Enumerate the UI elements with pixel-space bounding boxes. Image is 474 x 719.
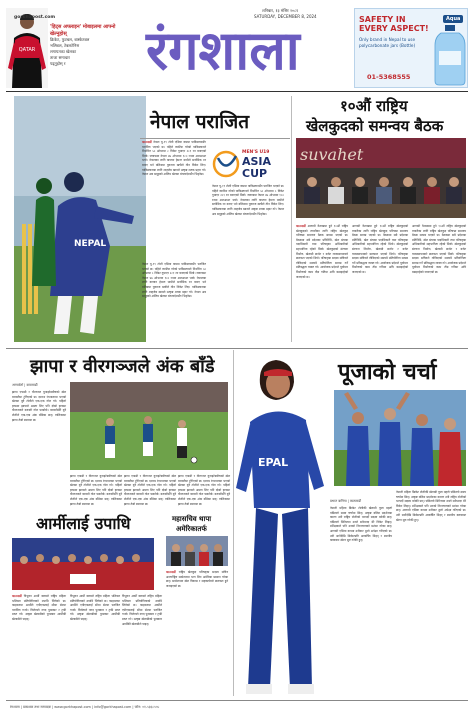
meeting-headline-2: खेलकुदको समन्वय बैठक — [306, 117, 444, 135]
footer-rule — [6, 700, 468, 701]
army-body-col1 — [12, 594, 66, 690]
promo-headline: 'हिट्स अफ्लाइन' मोबाइलमा आफ्नो खेल्नुहोस् — [50, 24, 116, 37]
promo-line: भलिबल, टेबलटेनिस — [50, 43, 80, 48]
meeting-body-col2 — [352, 224, 408, 342]
water-jar-icon — [433, 25, 467, 85]
puja-body-text: नेपाली महिला क्रिकेट टोलीकी खेलाडी पूजा महतो पछिल्लो समय चर्चामा छिन्। उत्कृष्ट बलिङ प्रदर्शनका कारण उनी राष्ट्रिय टोलीको भरपर्दो सदस्य बनेकी छन्। पछिल्लो सिरिजमा उनले सबैभन्दा धेरै विकेट लिइन्। प्रशिक्षकले पनि उनको निरन्तरताको प्रशंसा गरेका छन्। आगामी एसिया कपमा उनीबाट ठूलो अपेक्षा गरिएको छ। उनी सानैदेखि क्रिकेटप्रति आकर्षित थिइन् र स्थानीय क्लबबाट खेल्न सुरु गरेकी हुन्। — [330, 506, 392, 543]
mahasachiv-headline-1: महासचिव थापा — [172, 514, 212, 523]
army-byline: काठमाडौं — [12, 594, 22, 598]
logo-main-text: ASIA CUP — [242, 155, 272, 180]
masthead-dateline-np: शनिबार, १३ मंसिर २०८१ — [262, 8, 299, 13]
army-body-text: त्रिभुवन आर्मी क्लबले राष्ट्रिय महिला भलिबल प्रतियोगिताको उपाधि जितेको छ। फाइनलमा आर्मीले एपीएफलाई सीधा सेटमा पराजित गर्‍यो। विजेताले नगद पुरस्कार र ट्रफी प्राप्त गरे। उत्कृष्ट खेलाडीको पुरस्कार आर्मीकी खेलाडीले पाइन्। — [70, 594, 120, 621]
jhapa-body-col2 — [70, 474, 122, 510]
puja-bowler-photo — [236, 358, 328, 698]
meeting-byline: काठमाडौं — [296, 224, 306, 228]
promo-line: ताजा समाचार — [50, 55, 70, 60]
nepal-body-text: नेपाल यू-१९ टोली एसिया कपमा पाकिस्तानसँग पराजित भएको छ। पहिले ब्याटिङ गरेको पाकिस्तानले निर्धारित ५० ओभरमा ८ विकेट गुमाएर २८१ रन बनाएको थियो। जवाफमा नेपाल ४७ ओभरमा १८० रनमा अलआउट भयो। नेपालका लागि कप्तान हेमन्त धामीले सर्वाधिक रन बनाए भने बलिङमा युवराज खत्रीले तीन विकेट लिए। पाकिस्तानका लागि शाहजेब खानले उत्कृष्ट शतक प्रहार गरे। नेपाल अब समूहको अन्तिम खेलमा बंगलादेशसँग भिड्नेछ। — [142, 262, 206, 299]
puja-body-col2 — [396, 490, 466, 696]
army-body-text: त्रिभुवन आर्मी क्लबले राष्ट्रिय महिला भलिबल प्रतियोगिताको उपाधि जितेको छ। फाइनलमा आर्मीले एपीएफलाई सीधा सेटमा पराजित गर्‍यो। विजेताले नगद पुरस्कार र ट्रफी प्राप्त गरे। उत्कृष्ट खेलाडीको पुरस्कार आर्मीकी खेलाडीले पाइन्। — [122, 594, 162, 626]
meeting-headline-1: १०औं राष्ट्रिय — [340, 97, 408, 115]
promo-line: क्रिकेट, फुटबल, बास्केटबल — [50, 37, 90, 42]
mahasachiv-headline-2: अमेरिकातर्फ — [176, 524, 207, 533]
section-rule — [6, 348, 468, 349]
football-photo — [70, 382, 228, 470]
jhapa-body-text: झापा एफसी र वीरगञ्ज युनाइटेडबीचको खेल बराबरीमा टुंगिएको छ। दशरथ रंगशालामा भएको खेलमा दुवै टोलीले एक-एक गोल गरे। पहिलो हाफमा झापाले अग्रता लिए पनि दोस्रो हाफमा वीरगञ्जले बराबरी गोल फर्कायो। बराबरीसँगै दुवै टोलीले एक-एक अंक बाँडेका छन्। तालिकामा झापा तेस्रो स्थानमा छ। — [124, 474, 176, 506]
nepal-byline: काठमाडौं — [142, 140, 152, 144]
ad-box — [354, 8, 468, 88]
ad-brand: Aqua — [443, 15, 463, 23]
jhapa-body-col1 — [12, 390, 66, 498]
promo-url[interactable]: gorkhapost.com — [14, 15, 56, 20]
column-divider — [233, 350, 234, 696]
jhapa-headline: झापा र वीरगञ्जले अंक बाँडे — [30, 356, 215, 377]
jhapa-body-text: झापा एफसी र वीरगञ्ज युनाइटेडबीचको खेल बराबरीमा टुंगिएको छ। दशरथ रंगशालामा भएको खेलमा दुवै टोलीले एक-एक गोल गरे। पहिलो हाफमा झापाले अग्रता लिए पनि दोस्रो हाफमा वीरगञ्जले बराबरी गोल फर्कायो। बराबरीसँगै दुवै टोलीले एक-एक अंक बाँडेका छन्। तालिकामा झापा तेस्रो स्थानमा छ। — [70, 474, 122, 506]
jhapa-body-col3 — [124, 474, 176, 510]
nepal-headline-rule — [140, 138, 290, 139]
masthead-title: रंगशाला — [146, 18, 300, 82]
ad-headline: SAFETY IN EVERY ASPECT! — [359, 15, 429, 33]
svg-text:EPAL: EPAL — [258, 456, 289, 469]
army-headline: आर्मीलाई उपाधि — [36, 514, 131, 533]
ad-sub: Only brand in Nepal to use polycarbonate jars (Bottle) — [359, 37, 416, 48]
logo-top-text: MEN'S U19 — [242, 150, 270, 155]
meeting-body-text: आगामी वैशाखमा हुने १०औं राष्ट्रिय खेलकुदको तयारीका लागि राष्ट्रिय खेलकुद परिषद्मा समन्वय बैठक सम्पन्न भएको छ। बैठकमा सबै प्रदेशका प्रतिनिधि, खेल संघका पदाधिकारी तथा परिषद्का अधिकारीको सहभागिता रहेको थियो। खेलकुदको संरचना निर्माण, खेलाडी छनोट र बजेट व्यवस्थापनबारे छलफल भएको थियो। परिषद्का सदस्य सचिवले तोकिएको समयमै प्रतियोगिता सम्पन्न गर्ने प्रतिबद्धता व्यक्त गरे। आयोजक प्रदेशले पूर्वाधार निर्माणको काम तीव्र गतिमा अघि बढाइरहेको जनाएको छ। — [412, 224, 466, 274]
army-body-text: त्रिभुवन आर्मी क्लबले राष्ट्रिय महिला भलिबल प्रतियोगिताको उपाधि जितेको छ। फाइनलमा आर्मीले एपीएफलाई सीधा सेटमा पराजित गर्‍यो। विजेताले नगद पुरस्कार र ट्रफी प्राप्त गरे। उत्कृष्ट खेलाडीको पुरस्कार आर्मीकी खेलाडीले पाइन्। — [12, 594, 66, 621]
promo-line: लगायतका खेलका — [50, 49, 77, 54]
puja-byline: प्रभात बानिया | काठमाडौं — [330, 499, 361, 503]
promo-player-photo — [6, 8, 48, 88]
masthead-rule — [6, 91, 468, 92]
jhapa-body-text: झापा एफसी र वीरगञ्ज युनाइटेडबीचको खेल बराबरीमा टुंगिएको छ। दशरथ रंगशालामा भएको खेलमा दुवै टोलीले एक-एक गोल गरे। पहिलो हाफमा झापाले अग्रता लिए पनि दोस्रो हाफमा वीरगञ्जले बराबरी गोल फर्कायो। बराबरीसँगै दुवै टोलीले एक-एक अंक बाँडेका छन्। तालिकामा झापा तेस्रो स्थानमा छ। — [178, 474, 230, 506]
nepal-body-text: नेपाल यू-१९ टोली एसिया कपमा पाकिस्तानसँग पराजित भएको छ। पहिले ब्याटिङ गरेको पाकिस्तानले निर्धारित ५० ओभरमा ८ विकेट गुमाएर २८१ रन बनाएको थियो। जवाफमा नेपाल ४७ ओभरमा १८० रनमा अलआउट भयो। नेपालका लागि कप्तान हेमन्त धामीले सर्वाधिक रन बनाए भने बलिङमा युवराज खत्रीले तीन विकेट लिए। पाकिस्तानका लागि शाहजेब खानले उत्कृष्ट शतक प्रहार गरे। नेपाल अब समूहको अन्तिम खेलमा बंगलादेशसँग भिड्नेछ। — [142, 140, 206, 177]
promo-line: पढ्नुहोस् र — [50, 61, 66, 66]
puja-body-col1 — [330, 506, 392, 696]
puja-headline: पूजाको चर्चा — [338, 359, 437, 385]
puja-body-text: नेपाली महिला क्रिकेट टोलीकी खेलाडी पूजा महतो पछिल्लो समय चर्चामा छिन्। उत्कृष्ट बलिङ प्रदर्शनका कारण उनी राष्ट्रिय टोलीको भरपर्दो सदस्य बनेकी छन्। पछिल्लो सिरिजमा उनले सबैभन्दा धेरै विकेट लिइन्। प्रशिक्षकले पनि उनको निरन्तरताको प्रशंसा गरेका छन्। आगामी एसिया कपमा उनीबाट ठूलो अपेक्षा गरिएको छ। उनी सानैदेखि क्रिकेटप्रति आकर्षित थिइन् र स्थानीय क्लबबाट खेल्न सुरु गरेकी हुन्। — [396, 490, 466, 522]
nepal-headline: नेपाल पराजित — [150, 111, 250, 133]
nepal-body-col3 — [212, 184, 284, 294]
nepal-body-text: नेपाल यू-१९ टोली एसिया कपमा पाकिस्तानसँग पराजित भएको छ। पहिले ब्याटिङ गरेको पाकिस्तानले निर्धारित ५० ओभरमा ८ विकेट गुमाएर २८१ रन बनाएको थियो। जवाफमा नेपाल ४७ ओभरमा १८० रनमा अलआउट भयो। नेपालका लागि कप्तान हेमन्त धामीले सर्वाधिक रन बनाए भने बलिङमा युवराज खत्रीले तीन विकेट लिए। पाकिस्तानका लागि शाहजेब खानले उत्कृष्ट शतक प्रहार गरे। नेपाल अब समूहको अन्तिम खेलमा बंगलादेशसँग भिड्नेछ। — [212, 184, 284, 216]
cricket-photo — [14, 96, 146, 342]
meeting-body-col1 — [296, 224, 348, 342]
mahasachiv-body-text: राष्ट्रिय खेलकुद परिषद्का सदस्य सचिव अन्तर्राष्ट्रिय सम्मेलनमा भाग लिन अमेरिका प्रस्थान गरेका छन्। सम्मेलनमा खेल विकास र सहकार्यबारे छलफल हुने जनाइएको छ। — [166, 570, 228, 588]
puja-celebration-photo — [334, 390, 466, 486]
mahasachiv-byline: काठमाडौं — [166, 570, 176, 574]
meeting-banner: suvahet — [300, 145, 364, 164]
u19-asiacup-logo — [212, 146, 282, 180]
army-body-col3 — [122, 594, 162, 690]
svg-text:QATAR: QATAR — [18, 47, 36, 53]
jhapa-body-col4 — [178, 474, 230, 510]
ad-phone: 01-5368555 — [367, 73, 411, 81]
svg-text:NEPAL: NEPAL — [74, 239, 107, 249]
meeting-body-col3 — [412, 224, 466, 342]
masthead-dateline-en: SATURDAY, DECEMBER 8, 2024 — [254, 14, 317, 19]
jhapa-body-text: झापा एफसी र वीरगञ्ज युनाइटेडबीचको खेल बराबरीमा टुंगिएको छ। दशरथ रंगशालामा भएको खेलमा दुवै टोलीले एक-एक गोल गरे। पहिलो हाफमा झापाले अग्रता लिए पनि दोस्रो हाफमा वीरगञ्जले बराबरी गोल फर्कायो। बराबरीसँगै दुवै टोलीले एक-एक अंक बाँडेका छन्। तालिकामा झापा तेस्रो स्थानमा छ। — [12, 390, 66, 422]
meeting-body-text: आगामी वैशाखमा हुने १०औं राष्ट्रिय खेलकुदको तयारीका लागि राष्ट्रिय खेलकुद परिषद्मा समन्वय बैठक सम्पन्न भएको छ। बैठकमा सबै प्रदेशका प्रतिनिधि, खेल संघका पदाधिकारी तथा परिषद्का अधिकारीको सहभागिता रहेको थियो। खेलकुदको संरचना निर्माण, खेलाडी छनोट र बजेट व्यवस्थापनबारे छलफल भएको थियो। परिषद्का सदस्य सचिवले तोकिएको समयमै प्रतियोगिता सम्पन्न गर्ने प्रतिबद्धता व्यक्त गरे। आयोजक प्रदेशले पूर्वाधार निर्माणको काम तीव्र गतिमा अघि बढाइरहेको जनाएको छ। — [352, 224, 408, 274]
army-body-col2 — [70, 594, 120, 690]
promo-text — [50, 24, 130, 67]
meeting-photo — [296, 138, 466, 218]
meeting-body-text: आगामी वैशाखमा हुने १०औं राष्ट्रिय खेलकुदको तयारीका लागि राष्ट्रिय खेलकुद परिषद्मा समन्वय बैठक सम्पन्न भएको छ। बैठकमा सबै प्रदेशका प्रतिनिधि, खेल संघका पदाधिकारी तथा परिषद्का अधिकारीको सहभागिता रहेको थियो। खेलकुदको संरचना निर्माण, खेलाडी छनोट र बजेट व्यवस्थापनबारे छलफल भएको थियो। परिषद्का सदस्य सचिवले तोकिएको समयमै प्रतियोगिता सम्पन्न गर्ने प्रतिबद्धता व्यक्त गरे। आयोजक प्रदेशले पूर्वाधार निर्माणको काम तीव्र गतिमा अघि बढाइरहेको जनाएको छ। — [296, 224, 348, 279]
mahasachiv-photo — [166, 536, 228, 566]
army-photo — [12, 538, 154, 590]
column-divider — [291, 96, 292, 342]
nepal-body-col2 — [142, 262, 206, 299]
footer-text: रंगशाला | प्रकाशक तथा सम्पादक | www.gorkhapost.com | info@gorkhapost.com | फोन: ०१-५३६८५५५ — [10, 705, 160, 709]
mahasachiv-body-col1 — [166, 570, 228, 690]
jhapa-byline: अन्तर्वार्ता | काठमाडौं — [12, 383, 38, 387]
